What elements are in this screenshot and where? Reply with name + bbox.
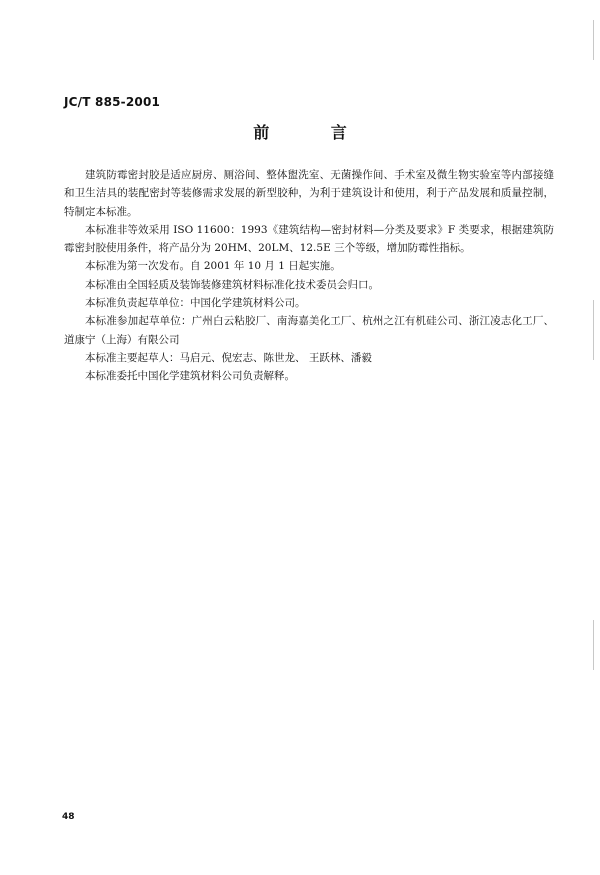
standard-code: JC/T 885-2001	[64, 95, 161, 109]
paragraph-interpretation: 本标准委托中国化学建筑材料公司负责解释。	[85, 370, 295, 383]
paragraph-lead-drafter: 本标准负责起草单位：中国化学建筑材料公司。	[85, 297, 306, 310]
foreword-body	[64, 166, 554, 386]
page-title: 前 言	[253, 123, 375, 142]
paragraph-scope: 建筑防霉密封胶是适应厨房、厕浴间、整体盥洗室、无菌操作间、手术室及微生物实验室等内部接缝和卫生洁具的装配密封等装修需求发展的新型胶种，为利于建筑设计和使用，利于产品发展和质量控制，特制定本标准。	[64, 169, 554, 218]
paragraph-committee: 本标准由全国轻质及装饰装修建筑材料标准化技术委员会归口。	[85, 278, 379, 291]
scan-edge-mark	[593, 20, 594, 60]
paragraph-participating-drafters: 本标准参加起草单位：广州白云粘胶厂、南海嘉美化工厂、杭州之江有机硅公司、浙江凌志化工厂、道康宁（上海）有限公司	[64, 315, 554, 346]
page-number: 48	[62, 812, 75, 822]
paragraph-main-authors: 本标准主要起草人：马启元、倪宏志、陈世龙、 王跃林、潘毅	[85, 351, 372, 364]
paragraph-release: 本标准为第一次发布。自 2001 年 10 月 1 日起实施。	[85, 260, 341, 273]
scan-edge-mark	[593, 300, 594, 360]
scan-edge-mark	[593, 620, 594, 670]
paragraph-iso-reference: 本标准非等效采用 ISO 11600：1993《建筑结构—密封材料—分类及要求》F 类要求，根据建筑防霉密封胶使用条件，将产品分为 20HM、20LM、12.5E 三个等级，增加防霉性指标。	[64, 223, 554, 255]
